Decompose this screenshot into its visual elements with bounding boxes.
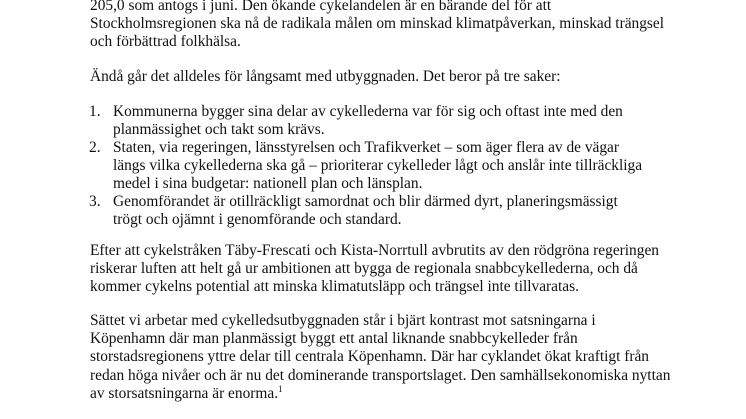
text-line: Ändå går det alldeles för långsamt med utbyggnaden. Det beror på tre saker:: [90, 68, 561, 85]
text-line: Staten, via regeringen, länsstyrelsen och Trafikverket – som äger flera av de vägar: [113, 139, 620, 156]
list-number: 2.: [89, 139, 101, 156]
list-number: 1.: [89, 103, 101, 120]
text-line: längs vilka cykellederna ska gå – prioriterar cykelleder lågt och anslår inte tillräckliga: [113, 157, 643, 175]
text-line: riskerar luften att helt gå ur ambitionen att bygga de regionala snabbcykellederna, och då: [90, 260, 638, 278]
text-line: storstadsregionens yttre delar till centrala Köpenhamn. Där har cyklandet ökat kraftigt från: [90, 348, 649, 366]
list-item: [89, 193, 733, 229]
list-item: [89, 139, 733, 194]
text-line: Kommunerna bygger sina delar av cykellederna var för sig och oftast inte med den: [113, 103, 623, 120]
paragraph-risk: [90, 242, 730, 297]
paragraph-copenhagen: [90, 312, 730, 403]
text-segment: av storsatsningarna är enorma.: [90, 384, 279, 402]
list-item: [89, 103, 733, 139]
text-line: trögt och ojämnt i genomförande och standard.: [113, 211, 402, 229]
list-number: 3.: [89, 193, 101, 210]
text-line: Stockholmsregionen ska nå de radikala målen om minskad klimatpåverkan, minskad trängsel: [90, 15, 665, 33]
text-line: och förbättrad folkhälsa.: [90, 33, 241, 51]
text-line: Sättet vi arbetar med cykelledsutbyggnaden står i bjärt kontrast mot satsningarna i: [90, 312, 596, 329]
text-line: Köpenhamn där man planmässigt byggt ett antal liknande snabbcykelleder från: [90, 330, 578, 348]
paragraph-intro: [90, 0, 730, 52]
text-line: Efter att cykelstråken Täby-Frescati och Kista-Norrtull avbrutits av den rödgröna regeringen: [90, 242, 659, 259]
text-line: [90, 385, 730, 403]
text-line: Genomförandet är otillräckligt samordnat och blir därmed dyrt, planeringsmässigt: [113, 193, 618, 210]
text-line: medel i sina budgetar: nationell plan och länsplan.: [113, 175, 423, 193]
text-line: redan höga nivåer och är nu det dominerande transportslaget. Den samhällsekonomiska nyttan: [90, 366, 671, 384]
paragraph-slow: [90, 68, 730, 86]
text-line: 205,0 som antogs i juni. Den ökande cykelandelen är en bärande del för att: [90, 0, 552, 14]
text-line: kommer cykelns potential att minska klimatutsläpp och trängsel inte tillvaratas.: [90, 278, 579, 296]
footnote-ref: 1: [278, 383, 283, 394]
text-line: planmässighet och takt som krävs.: [113, 121, 325, 139]
